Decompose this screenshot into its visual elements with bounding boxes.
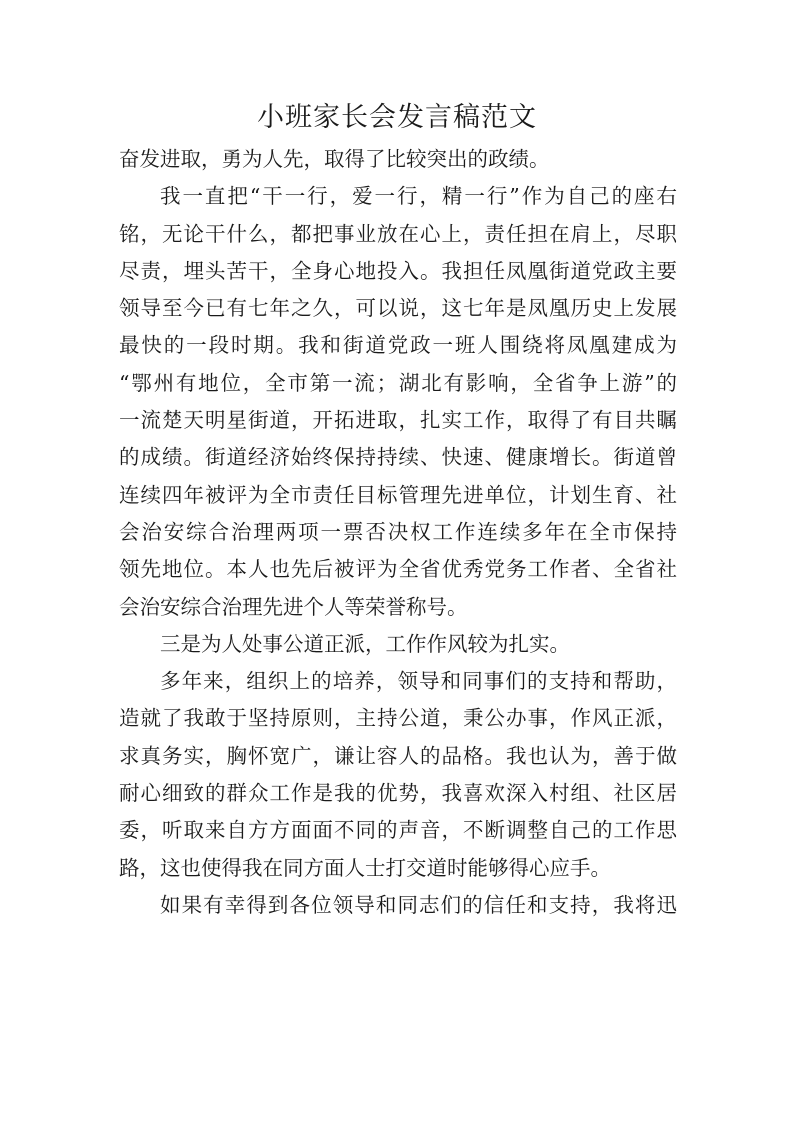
paragraph-line: “鄂州有地位，全市第一流；湖北有影响，全省争上游”的 xyxy=(119,370,677,395)
paragraph-line: 造就了我敢于坚持原则，主持公道，秉公办事，作风正派， xyxy=(119,706,677,731)
paragraph-line: 最快的一段时期。我和街道党政一班人围绕将凤凰建成为 xyxy=(119,333,677,358)
paragraph-line: 尽责，埋头苦干，全身心地投入。我担任凤凰街道党政主要 xyxy=(119,258,677,283)
paragraph-line: 求真务实，胸怀宽广，谦让容人的品格。我也认为，善于做 xyxy=(119,743,677,768)
paragraph-line: 会治安综合治理两项一票否决权工作连续多年在全市保持 xyxy=(119,519,677,544)
paragraph-line: 会治安综合治理先进个人等荣誉称号。 xyxy=(119,594,468,619)
paragraph-line: 路，这也使得我在同方面人士打交道时能够得心应手。 xyxy=(119,855,611,880)
paragraph-line: 三是为人处事公道正派，工作作风较为扎实。 xyxy=(160,631,570,656)
paragraph-line: 我一直把“干一行，爱一行，精一行”作为自己的座右 xyxy=(160,184,677,209)
paragraph-line: 连续四年被评为全市责任目标管理先进单位，计划生育、社 xyxy=(119,482,677,507)
paragraph-line: 一流楚天明星街道，开拓进取，扎实工作，取得了有目共瞩 xyxy=(119,408,677,433)
paragraph-line: 领先地位。本人也先后被评为全省优秀党务工作者、全省社 xyxy=(119,557,677,582)
document-title: 小班家长会发言稿范文 xyxy=(257,102,537,133)
paragraph-line: 如果有幸得到各位领导和同志们的信任和支持，我将迅 xyxy=(160,892,677,917)
paragraph-line: 的成绩。街道经济始终保持持续、快速、健康增长。街道曾 xyxy=(119,445,677,470)
paragraph-line: 委，听取来自方方面面不同的声音，不断调整自己的工作思 xyxy=(119,818,677,843)
paragraph-line: 奋发进取，勇为人先，取得了比较突出的政绩。 xyxy=(119,147,550,171)
paragraph-line: 铭，无论干什么，都把事业放在心上，责任担在肩上，尽职 xyxy=(119,221,677,246)
paragraph-line: 耐心细致的群众工作是我的优势，我喜欢深入村组、社区居 xyxy=(119,781,677,806)
paragraph-line: 多年来，组织上的培养，领导和同事们的支持和帮助， xyxy=(160,669,677,694)
document-body xyxy=(119,141,677,924)
paragraph-line: 领导至今已有七年之久，可以说，这七年是凤凰历史上发展 xyxy=(119,296,677,321)
